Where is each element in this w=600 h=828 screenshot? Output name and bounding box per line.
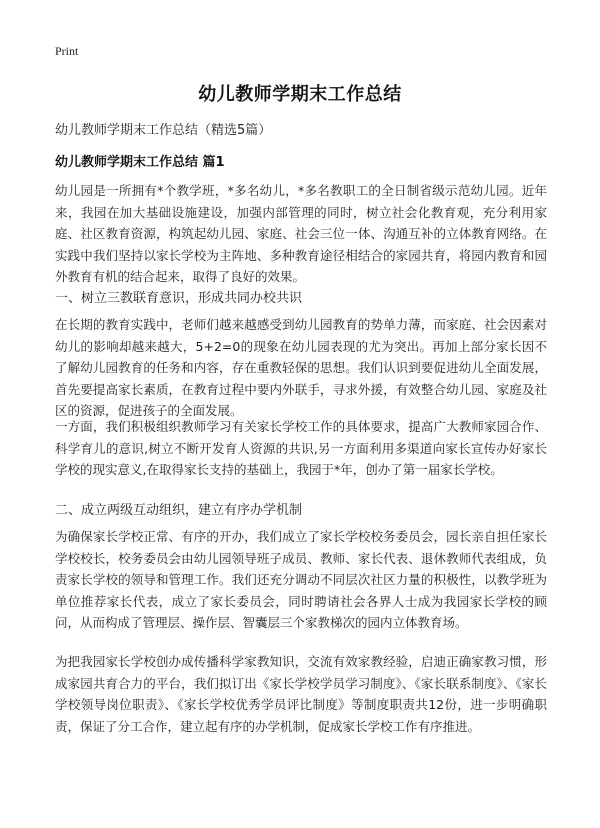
subheading-two: 二、成立两级互动组织，建立有序办学机制 — [55, 503, 303, 518]
section-heading: 幼儿教师学期末工作总结 篇1 — [55, 155, 225, 170]
paragraph-organization: 为确保家长学校正常、有序的开办，我们成立了家长学校校务委员会，园长亲自担任家长学校校长，校务委员会由幼儿园领导班子成员、教师、家长代表、退休教师代表组成，负责家长学校的领导和管理工作。我们还充分调动不同层次社区力量的积极性，以教学班为单位推荐家长代表，成立了家长委员会，同时聘请社会各界人士成为我园家长学校的顾问，从而构成了管理层、操作层、智囊层三个家教梯次的园内立体教育场。 — [55, 529, 547, 630]
page-title: 幼儿教师学期末工作总结 — [198, 84, 402, 105]
document-subtitle: 幼儿教师学期末工作总结（精选5篇） — [55, 123, 272, 138]
paragraph-intro: 幼儿园是一所拥有*个教学班，*多名幼儿，*多名教职工的全日制省级示范幼儿园。近年来，我园在加大基础设施建设，加强内部管理的同时，树立社会化教育观，充分利用家庭、社区教育资源，构筑起幼儿园、家庭、社会三位一体、沟通互补的立体教育网络。在实践中我们坚持以家长学校为主阵地、多种教育途径相结合的家园共育，将园内教育和园外教育有机的结合起来，取得了良好的效果。 — [55, 183, 547, 284]
print-label[interactable]: Print — [55, 44, 79, 58]
paragraph-mechanism: 为把我园家长学校创办成传播科学家教知识，交流有效家教经验，启迪正确家教习惯，形成家园共育合力的平台，我们拟订出《家长学校学员学习制度》、《家长联系制度》、《家长学校领导岗位职责》、《家长学校优秀学员评比制度》等制度职责共12份，进一步明确职责，保证了分工合作，建立起有序的办学机制，促成家长学校工作有序推进。 — [55, 654, 547, 734]
paragraph-one-side: 一方面，我们积极组织教师学习有关家长学校工作的具体要求，提高广大教师家园合作、科学育儿的意识,树立不断开发育人资源的共识,另一方面利用多渠道向家长宣传办好家长学校的现实意义,在取得家长支持的基础上，我园于*年，创办了第一届家长学校。 — [55, 419, 547, 477]
paragraph-practice: 在长期的教育实践中，老师们越来越感受到幼儿园教育的势单力薄，而家庭、社会因素对幼儿的影响却越来越大，5+2=0的现象在幼儿园表现的尤为突出。再加上部分家长因不了解幼儿园教育的任务和内容，存在重教轻保的思想。我们认识到要促进幼儿全面发展，首先要提高家长素质，在教育过程中要内外联手，寻求外援，有效整合幼儿园、家庭及社区的资源，促进孩子的全面发展。 — [55, 317, 547, 418]
subheading-one: 一、树立三教联育意识，形成共同办校共识 — [55, 291, 303, 306]
